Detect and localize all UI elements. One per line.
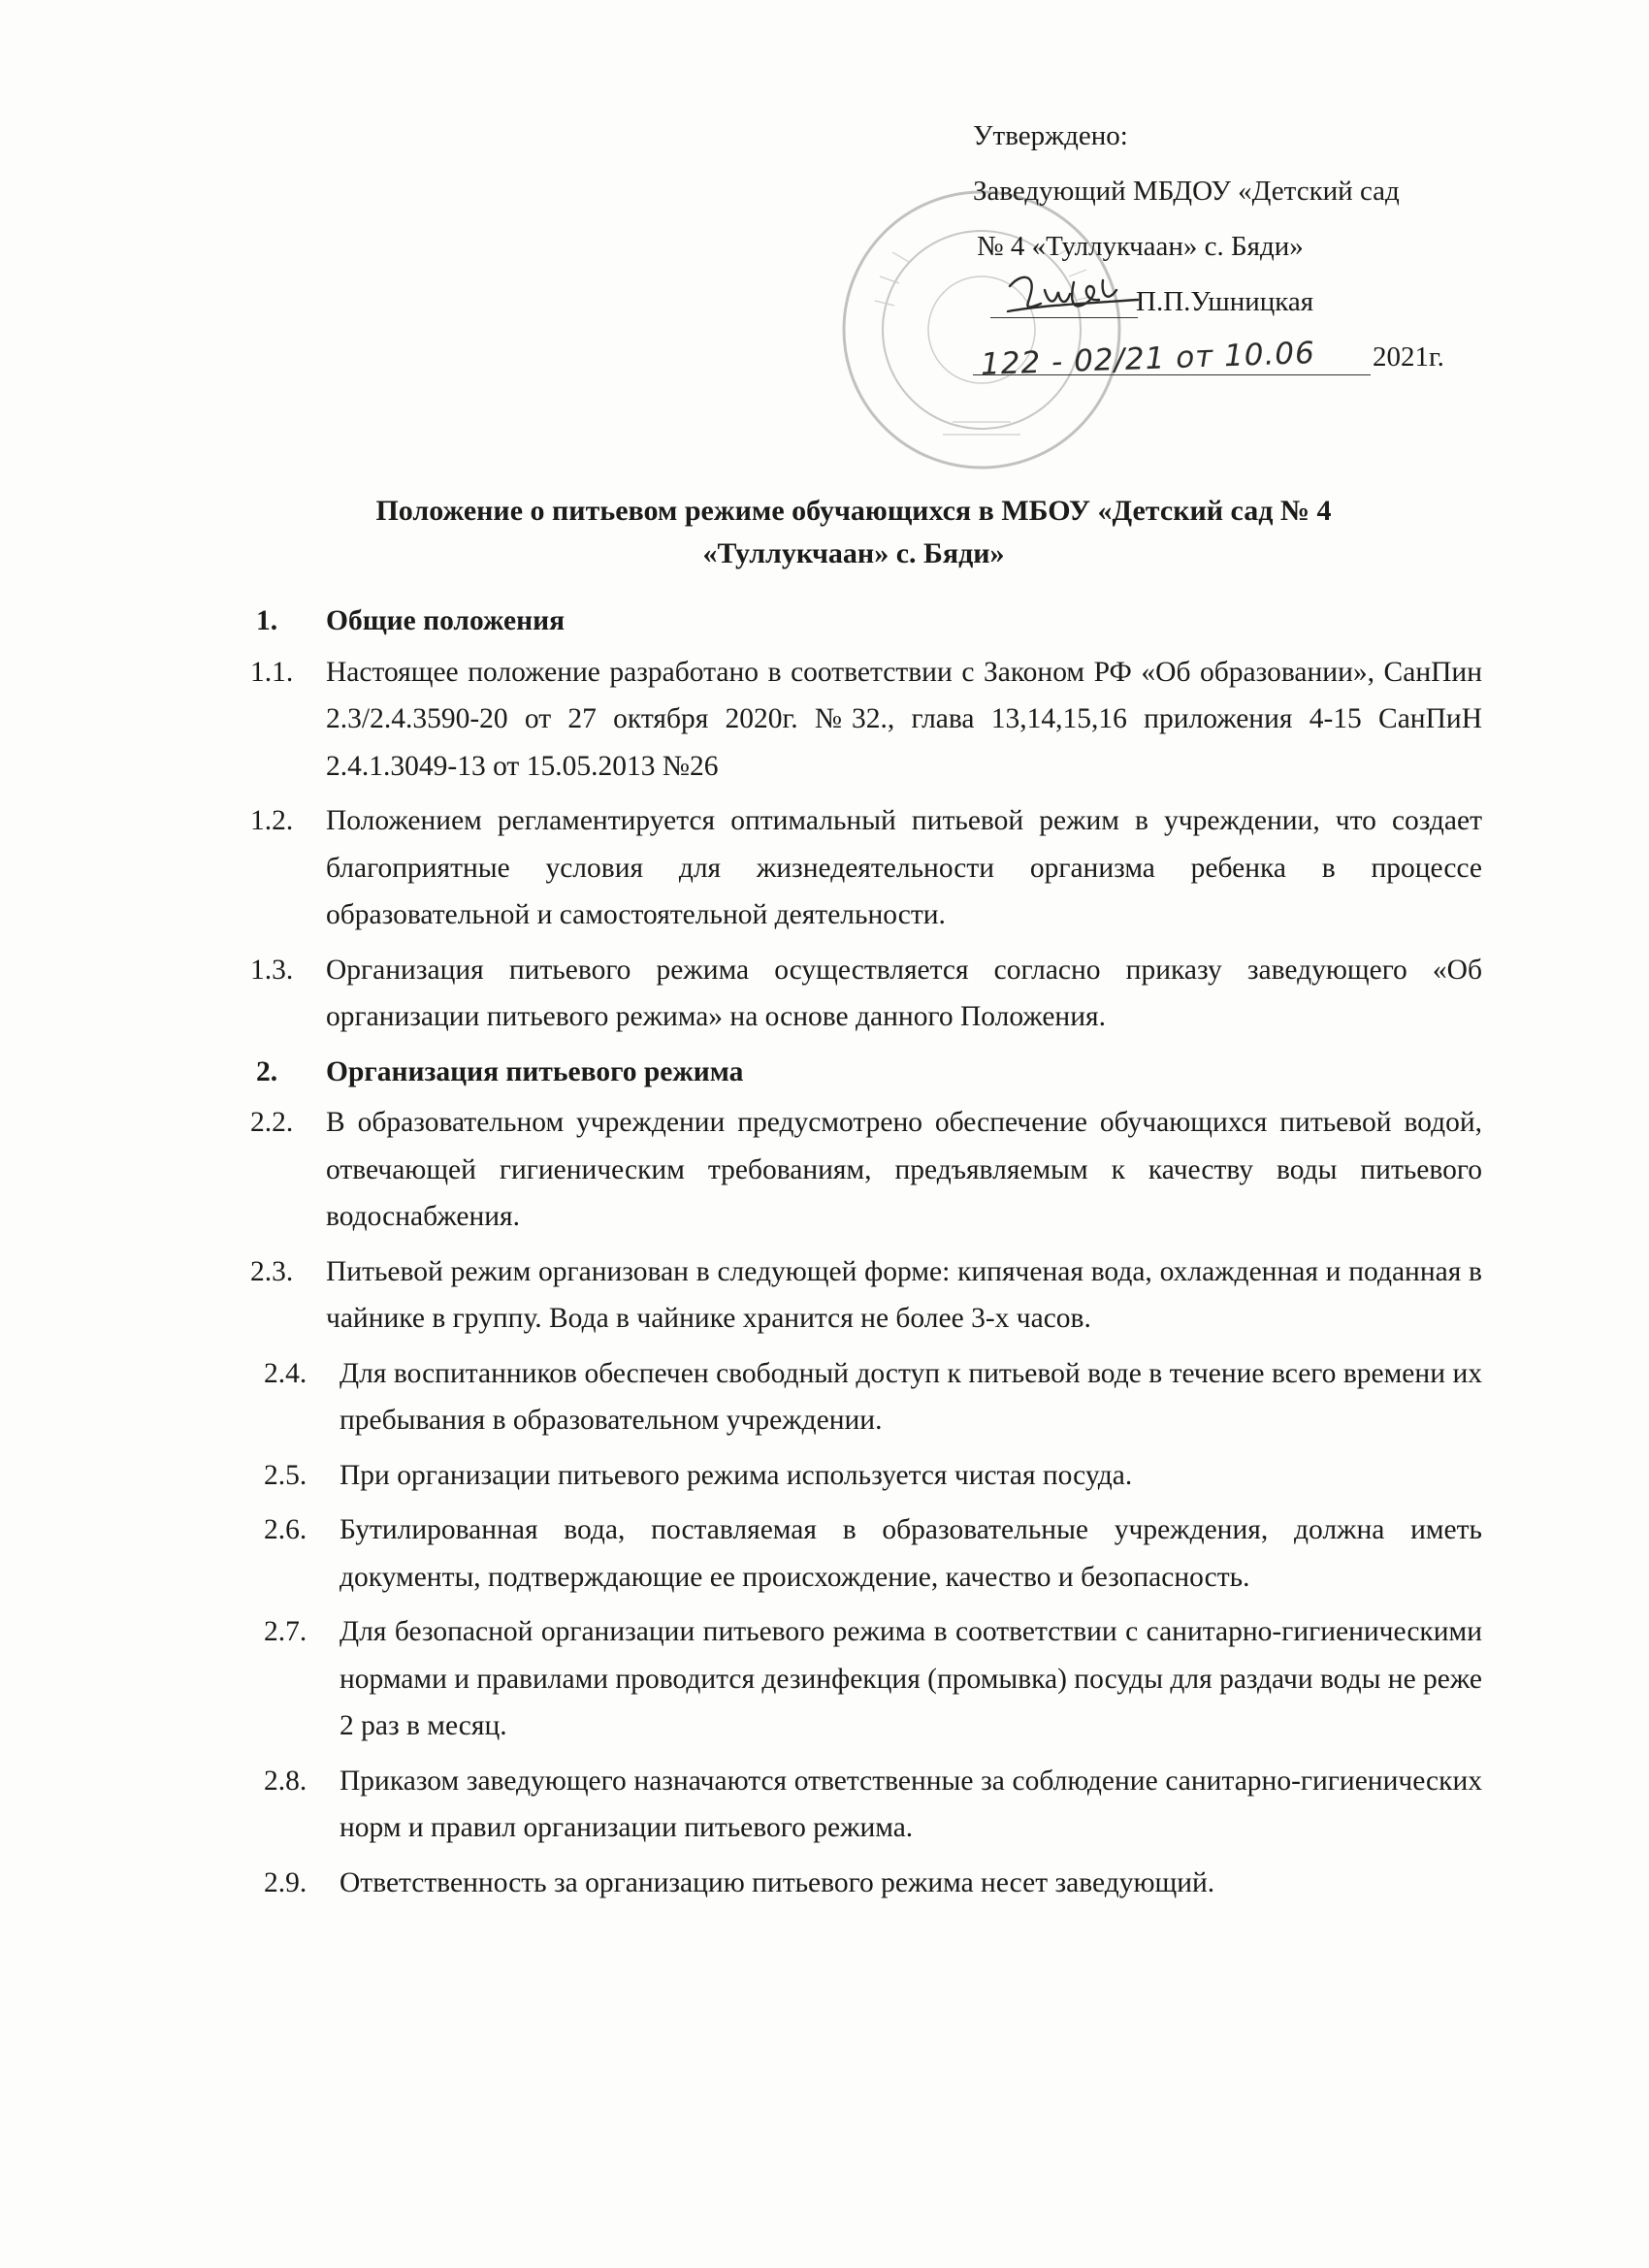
list-item: [250, 1099, 1482, 1241]
item-number: 2.9.: [264, 1866, 307, 1898]
item-text: Положением регламентируется оптимальный питьевой режим в учреждении, что создает благоприятные условия для жизнедеятельности организма ребенка в процессе образовательной и самостоятельной деятельности.: [326, 805, 1482, 930]
approval-year: 2021г.: [1373, 341, 1444, 373]
section-heading-1: [250, 598, 1482, 645]
item-text: Для воспитанников обеспечен свободный доступ к питьевой воде в течение всего времени их пребывания в образовательном учреждении.: [340, 1357, 1482, 1436]
signature-line: [990, 317, 1138, 318]
item-text: Настоящее положение разработано в соответствии с Законом РФ «Об образовании», СанПин 2.3/2.4.3590-20 от 27 октября 2020г. №32., глава 13,14,15,16 приложения 4-15 СанПиН 2.4.1.3049-13 от 15.05.2013 №26: [326, 656, 1482, 782]
document-body: [250, 592, 1482, 1914]
handwritten-order-number: 122 - 02/21 от 10.06: [980, 335, 1316, 383]
signature-row: [973, 275, 1516, 330]
section-number: 2.: [256, 1055, 278, 1087]
list-item: [250, 1248, 1482, 1343]
section-title: Организация питьевого режима: [326, 1055, 744, 1087]
item-number: 1.1.: [250, 656, 294, 688]
approval-position-line1: Заведующий МБДОУ «Детский сад: [973, 176, 1400, 207]
list-item: [250, 1452, 1482, 1500]
approval-position-line2: № 4 «Туллукчаан» с. Бяди»: [977, 231, 1304, 262]
item-number: 1.3.: [250, 954, 294, 986]
item-text: Бутилированная вода, поставляемая в образовательные учреждения, должна иметь документы, подтверждающие ее происхождение, качество и безопасность.: [340, 1514, 1482, 1593]
item-number: 2.8.: [264, 1765, 307, 1797]
item-number: 2.5.: [264, 1459, 307, 1491]
item-text: В образовательном учреждении предусмотрено обеспечение обучающихся питьевой водой, отвечающей гигиеническим требованиям, предъявляемым к качеству воды питьевого водоснабжения.: [326, 1107, 1482, 1232]
section-number: 1.: [256, 605, 278, 636]
title-line2: «Туллукчаан» с. Бяди»: [702, 537, 1005, 569]
item-number: 2.3.: [250, 1255, 294, 1287]
item-number: 2.4.: [264, 1357, 307, 1389]
item-text: Для безопасной организации питьевого режима в соответствии с санитарно-гигиеническими нормами и правилами проводится дезинфекция (промывка) посуды для раздачи воды не реже 2 раз в месяц.: [340, 1616, 1482, 1741]
item-number: 1.2.: [250, 805, 294, 836]
list-item: [250, 1860, 1482, 1907]
item-number: 2.2.: [250, 1107, 294, 1138]
item-text: Приказом заведующего назначаются ответственные за соблюдение санитарно-гигиенических норм и правил организации питьевого режима.: [340, 1765, 1482, 1843]
section-title: Общие положения: [326, 605, 566, 636]
list-item: [250, 1758, 1482, 1852]
handwritten-signature: [1002, 265, 1148, 323]
item-number: 2.6.: [264, 1514, 307, 1545]
list-item: [250, 1350, 1482, 1444]
section-heading-2: [250, 1049, 1482, 1096]
list-item: [250, 1608, 1482, 1750]
date-row: [973, 330, 1516, 385]
item-text: Организация питьевого режима осуществляется согласно приказу заведующего «Об организации питьевого режима» на основе данного Положения.: [326, 954, 1482, 1032]
document-title: [291, 490, 1416, 575]
approval-heading: Утверждено:: [973, 120, 1128, 151]
date-line: [973, 374, 1371, 375]
item-number: 2.7.: [264, 1616, 307, 1647]
approver-name: П.П.Ушницкая: [1136, 286, 1314, 317]
title-line1: Положение о питьевом режиме обучающихся в МБОУ «Детский сад № 4: [375, 495, 1332, 527]
item-text: При организации питьевого режима используется чистая посуда.: [340, 1459, 1133, 1491]
list-item: [250, 1507, 1482, 1601]
item-text: Питьевой режим организован в следующей форме: кипяченая вода, охлажденная и поданная в чайнике в группу. Вода в чайнике хранится не более 3-х часов.: [326, 1255, 1482, 1334]
item-text: Ответственность за организацию питьевого режима несет заведующий.: [340, 1866, 1215, 1898]
list-item: [250, 947, 1482, 1041]
list-item: [250, 797, 1482, 939]
list-item: [250, 649, 1482, 791]
approval-block: [973, 109, 1516, 385]
